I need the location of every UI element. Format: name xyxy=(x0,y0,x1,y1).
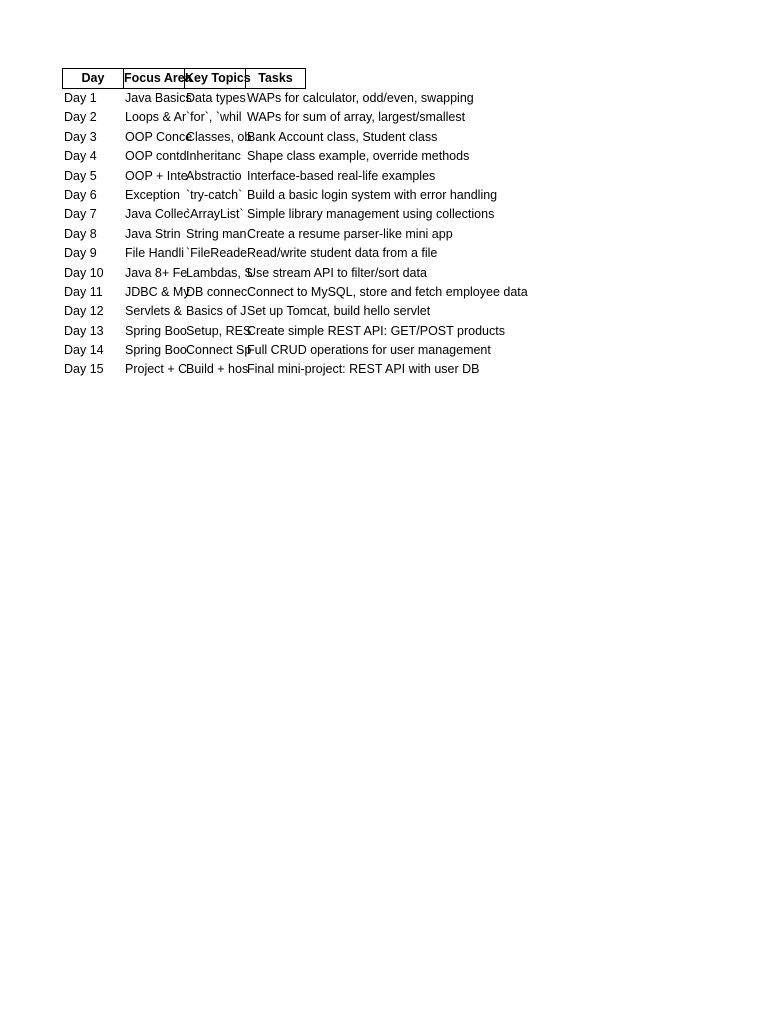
header-key-topics[interactable]: Key Topics xyxy=(184,68,246,89)
cell-tasks[interactable]: Connect to MySQL, store and fetch employee data xyxy=(247,284,528,299)
cell-day[interactable]: Day 4 xyxy=(64,149,97,164)
cell-focus-area[interactable]: Java Basics xyxy=(125,91,192,105)
table-row xyxy=(62,186,645,205)
cell-key-topics[interactable]: String man xyxy=(186,226,247,241)
cell-day[interactable]: Day 7 xyxy=(64,207,97,222)
cell-day[interactable]: Day 6 xyxy=(64,187,97,202)
cell-focus-area[interactable]: OOP Conce xyxy=(125,129,193,144)
cell-tasks[interactable]: WAPs for calculator, odd/even, swapping xyxy=(247,91,474,105)
table-row xyxy=(62,128,645,147)
cell-focus-area[interactable]: File Handli xyxy=(125,246,185,261)
cell-tasks[interactable]: Set up Tomcat, build hello servlet xyxy=(247,304,431,319)
cell-day[interactable]: Day 3 xyxy=(64,129,97,144)
cell-key-topics[interactable]: DB connec xyxy=(186,284,248,299)
cell-focus-area[interactable]: JDBC & My xyxy=(125,284,190,299)
table-row xyxy=(62,108,645,127)
table-row xyxy=(62,205,645,224)
cell-focus-area[interactable]: OOP contd xyxy=(125,149,187,164)
cell-tasks[interactable]: Build a basic login system with error handling xyxy=(247,187,498,202)
cell-focus-area[interactable]: Spring Boo xyxy=(125,343,187,358)
cell-key-topics[interactable]: Lambdas, S xyxy=(186,265,253,280)
cell-day[interactable]: Day 10 xyxy=(64,265,104,280)
cell-key-topics[interactable]: `for`, `whil xyxy=(186,110,242,125)
cell-tasks[interactable]: Final mini-project: REST API with user DB xyxy=(247,362,480,377)
cell-tasks[interactable]: Shape class example, override methods xyxy=(247,149,470,164)
cell-day[interactable]: Day 14 xyxy=(64,343,104,358)
cell-key-topics[interactable]: Classes, ob xyxy=(186,129,252,144)
cell-key-topics[interactable]: Abstractio xyxy=(186,168,242,183)
cell-key-topics[interactable]: `FileReade xyxy=(186,246,248,261)
cell-key-topics[interactable]: Inheritanc xyxy=(186,149,241,164)
cell-focus-area[interactable]: Servlets & xyxy=(125,304,182,319)
cell-day[interactable]: Day 1 xyxy=(64,91,97,105)
table-row xyxy=(62,89,645,108)
cell-focus-area[interactable]: OOP + Inte xyxy=(125,168,188,183)
cell-tasks[interactable]: Full CRUD operations for user management xyxy=(247,343,491,358)
cell-day[interactable]: Day 15 xyxy=(64,362,104,377)
table-row xyxy=(62,264,645,283)
table-row xyxy=(62,147,645,166)
header-row xyxy=(62,68,645,89)
table-row xyxy=(62,322,645,341)
cell-tasks[interactable]: Interface-based real-life examples xyxy=(247,168,436,183)
cell-tasks[interactable]: Create a resume parser-like mini app xyxy=(247,226,453,241)
header-day[interactable]: Day xyxy=(62,68,124,89)
table-body xyxy=(62,89,645,380)
cell-focus-area[interactable]: Loops & Ar xyxy=(125,110,187,125)
cell-day[interactable]: Day 8 xyxy=(64,226,97,241)
cell-focus-area[interactable]: Exception xyxy=(125,187,180,202)
cell-tasks[interactable]: Bank Account class, Student class xyxy=(247,129,438,144)
table-row xyxy=(62,225,645,244)
cell-day[interactable]: Day 9 xyxy=(64,246,97,261)
cell-tasks[interactable]: Use stream API to filter/sort data xyxy=(247,265,427,280)
cell-key-topics[interactable]: Connect Sp xyxy=(186,343,252,358)
cell-tasks[interactable]: Create simple REST API: GET/POST products xyxy=(247,323,505,338)
header-focus-area[interactable]: Focus Area xyxy=(123,68,185,89)
cell-day[interactable]: Day 11 xyxy=(64,284,103,299)
table-row xyxy=(62,167,645,186)
cell-day[interactable]: Day 5 xyxy=(64,168,97,183)
cell-key-topics[interactable]: Setup, RES xyxy=(186,323,252,338)
cell-key-topics[interactable]: `ArrayList` xyxy=(186,207,244,222)
cell-tasks[interactable]: Read/write student data from a file xyxy=(247,246,438,261)
cell-day[interactable]: Day 13 xyxy=(64,323,104,338)
header-tasks[interactable]: Tasks xyxy=(245,68,306,89)
cell-focus-area[interactable]: Spring Boo xyxy=(125,323,187,338)
cell-focus-area[interactable]: Java Collec xyxy=(125,207,190,222)
cell-key-topics[interactable]: Data types xyxy=(186,91,246,105)
cell-key-topics[interactable]: Build + hos xyxy=(186,362,249,377)
table-row xyxy=(62,244,645,263)
table-row xyxy=(62,341,645,360)
cell-tasks[interactable]: Simple library management using collections xyxy=(247,207,495,222)
cell-focus-area[interactable]: Java Strin xyxy=(125,226,181,241)
cell-day[interactable]: Day 2 xyxy=(64,110,97,125)
cell-focus-area[interactable]: Java 8+ Fe xyxy=(125,265,188,280)
cell-tasks[interactable]: WAPs for sum of array, largest/smallest xyxy=(247,110,466,125)
table-row xyxy=(62,283,645,302)
table-row xyxy=(62,360,645,379)
cell-key-topics[interactable]: `try-catch` xyxy=(186,187,243,202)
cell-focus-area[interactable]: Project + C xyxy=(125,362,188,377)
table-row xyxy=(62,302,645,321)
cell-day[interactable]: Day 12 xyxy=(64,304,104,319)
cell-key-topics[interactable]: Basics of J xyxy=(186,304,247,319)
spreadsheet xyxy=(62,68,645,380)
